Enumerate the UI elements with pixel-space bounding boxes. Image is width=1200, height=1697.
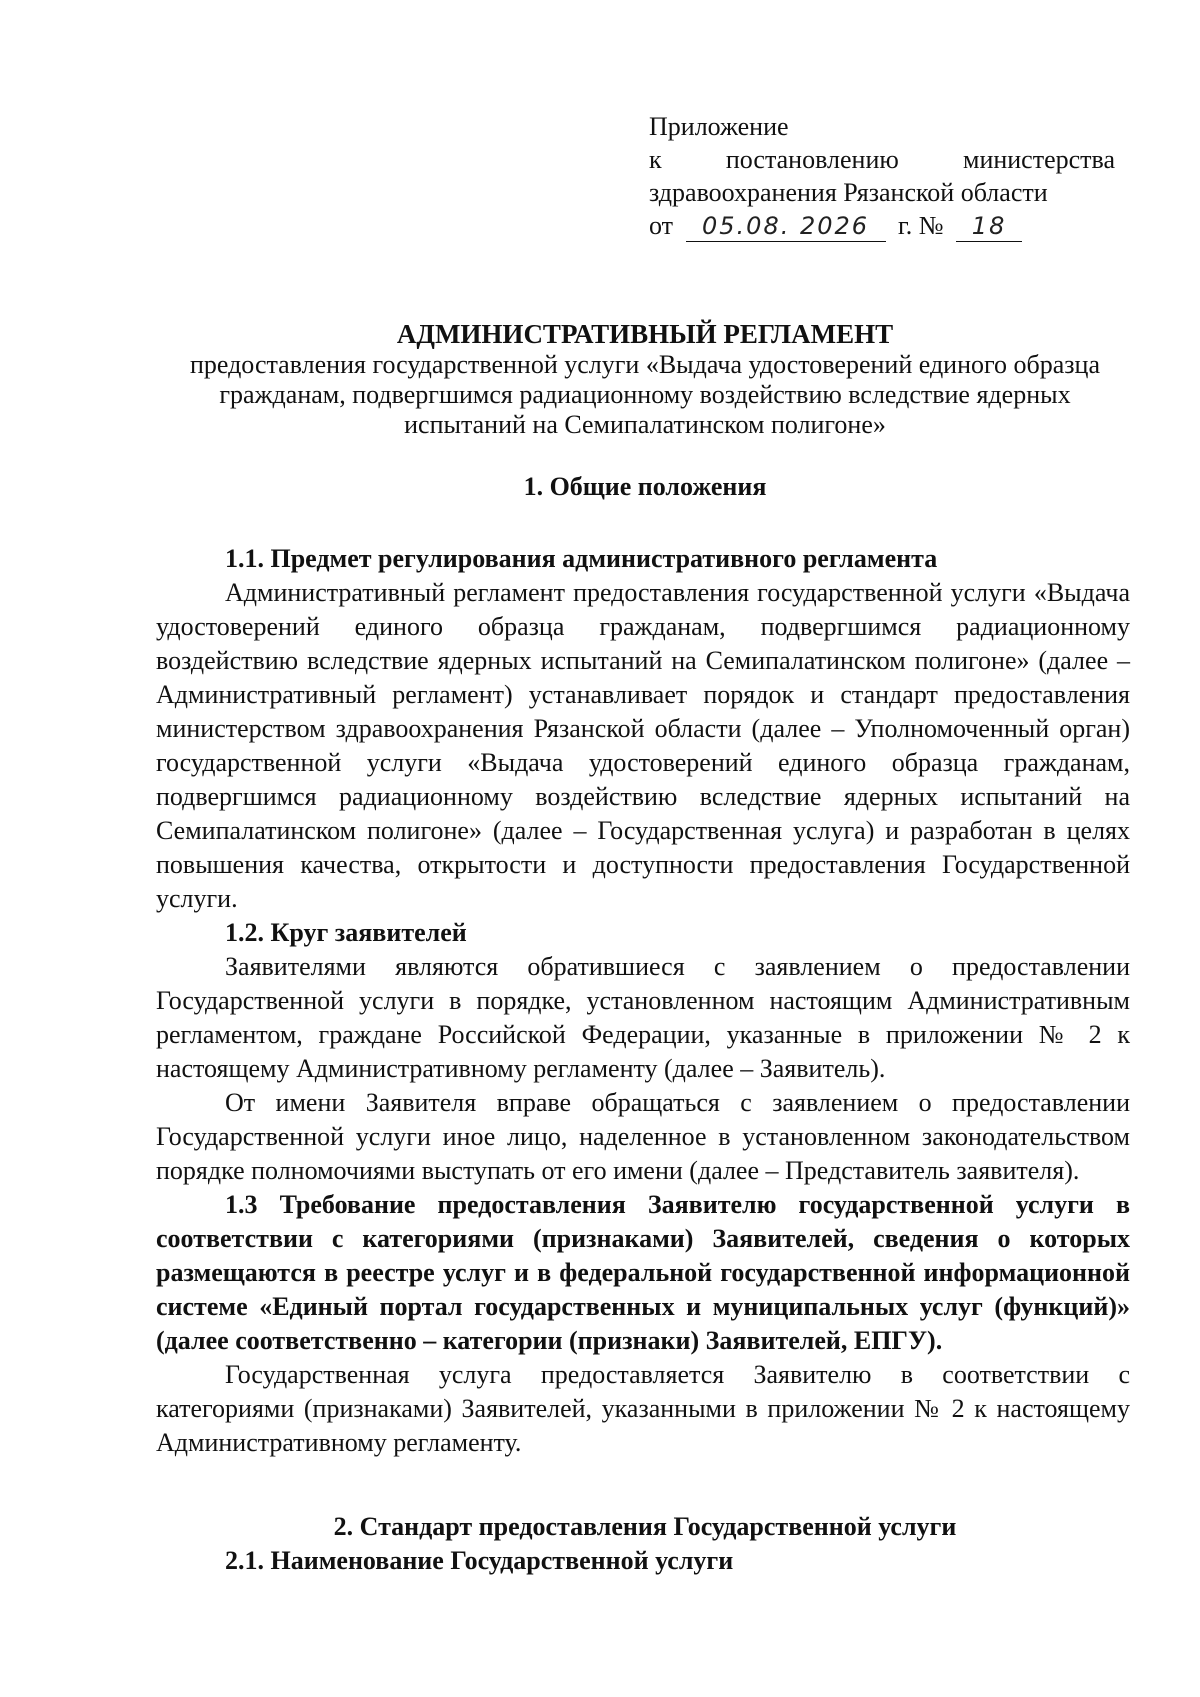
paragraph-1-1: Административный регламент предоставления государственной услуги «Выдача удостоверений единого образца гражданам, подвергшимся радиационному воздействию вследствие ядерных испытаний на Семипалатинском полигоне» (далее – Административный регламент) устанавливает порядок и стандарт предоставления министерством здравоохранения Рязанской области (далее – Уполномоченный орган) государственной услуги «Выдача удостоверений единого образца гражданам, подвергшимся радиационному воздействию вследствие ядерных испытаний на Семипалатинском полигоне» (далее – Государственная услуга) и разработан в целях повышения качества, открытости и доступности предоставления Государственной услуги. (156, 578, 1130, 913)
paragraph-1-2-b: От имени Заявителя вправе обращаться с заявлением о предоставлении Государственной услуги иное лицо, наделенное в установленном законодательством порядке полномочиями выступать от его имени (далее – Представитель заявителя). (156, 1088, 1130, 1185)
heading-1-1: 1.1. Предмет регулирования административного регламента (225, 544, 938, 573)
heading-2-1: 2.1. Наименование Государственной услуги (225, 1546, 734, 1575)
handwritten-date: 05.08. 2026 (686, 211, 886, 242)
from-label: от (649, 211, 674, 240)
appendix-block (649, 110, 1115, 242)
document-title: АДМИНИСТРАТИВНЫЙ РЕГЛАМЕНТ (396, 319, 894, 349)
document-title-block (150, 318, 1140, 440)
section-2-title: 2. Стандарт предоставления Государственной услуги (333, 1512, 957, 1541)
appendix-word-ministry: министерства (962, 145, 1115, 174)
year-number-label: г. № (898, 211, 944, 240)
appendix-date-number-line (649, 209, 1115, 242)
appendix-ministry-line: здравоохранения Рязанской области (649, 178, 1048, 207)
document-subtitle-line-2: гражданам, подвергшимся радиационному воздействию вследствие ядерных (219, 380, 1071, 409)
section-1-title: 1. Общие положения (523, 472, 767, 501)
appendix-label: Приложение (649, 112, 789, 141)
appendix-decree-line (649, 143, 1115, 176)
heading-1-2: 1.2. Круг заявителей (225, 918, 467, 947)
paragraph-1-2-a: Заявителями являются обратившиеся с заявлением о предоставлении Государственной услуги в порядке, установленном настоящим Административным регламентом, граждане Российской Федерации, указанные в приложении № 2 к настоящему Административному регламенту (далее – Заявитель). (156, 952, 1130, 1083)
document-subtitle-line-3: испытаний на Семипалатинском полигоне» (404, 410, 886, 439)
heading-1-3: 1.3 Требование предоставления Заявителю государственной услуги в соответствии с категориями (признаками) Заявителей, сведения о которых размещаются в реестре услуг и в федеральной государственной информационной системе «Единый портал государственных и муниципальных услуг (функций)» (далее соответственно – категории (признаки) Заявителей, ЕПГУ). (156, 1190, 1130, 1355)
section-1-body (156, 542, 1130, 1460)
appendix-word-k: к (649, 145, 662, 174)
handwritten-number: 18 (956, 211, 1022, 242)
document-subtitle-line-1: предоставления государственной услуги «Выдача удостоверений единого образца (189, 350, 1101, 379)
paragraph-1-3: Государственная услуга предоставляется Заявителю в соответствии с категориями (признаками) Заявителей, указанными в приложении № 2 к настоящему Административному регламенту. (156, 1360, 1130, 1457)
appendix-word-decree: постановлению (725, 145, 899, 174)
